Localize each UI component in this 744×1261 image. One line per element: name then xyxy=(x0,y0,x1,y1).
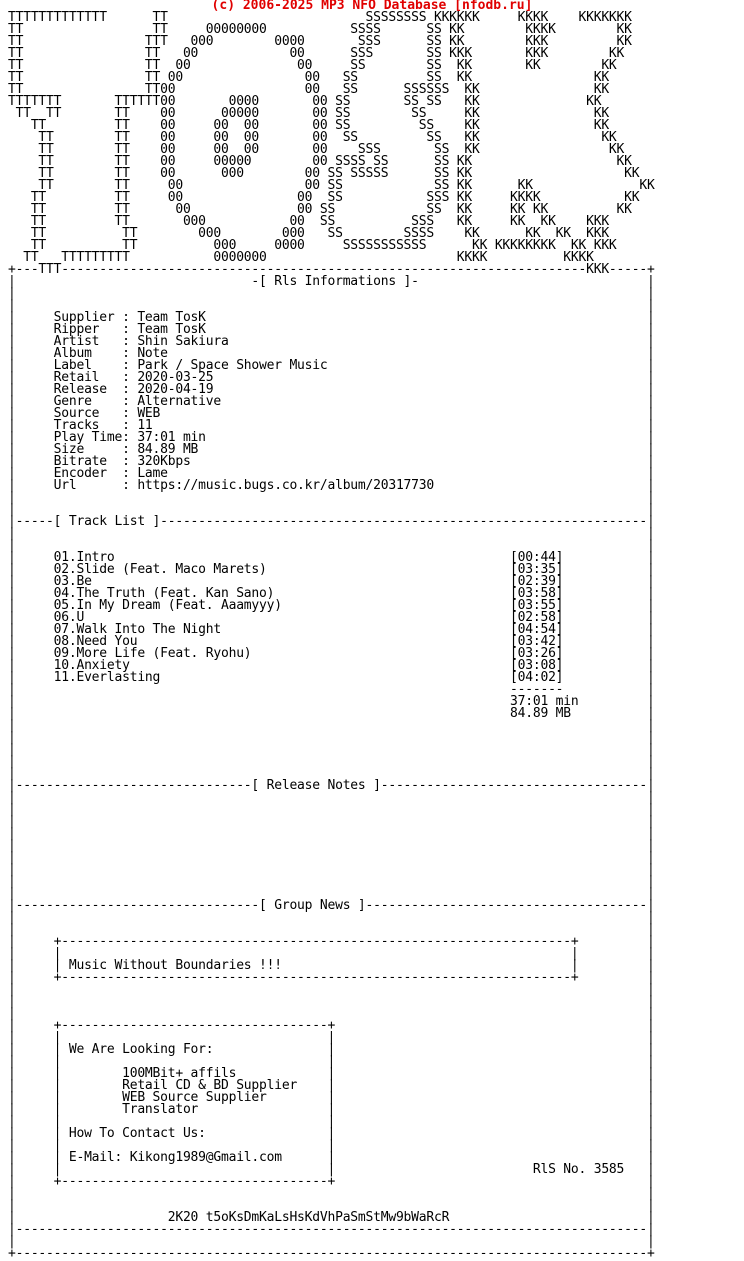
nfo-line: | 09.More Life (Feat. Ryohu) [03:26] | xyxy=(8,646,655,661)
nfo-line: | | xyxy=(8,1006,655,1021)
nfo-line: | Source : WEB | xyxy=(8,406,655,421)
nfo-line: | | xyxy=(8,526,655,541)
nfo-line: | | xyxy=(8,910,655,925)
nfo-line: | | xyxy=(8,1186,655,1201)
nfo-line: | Size : 84.89 MB | xyxy=(8,442,655,457)
nfo-line: | | xyxy=(8,718,655,733)
nfo-line: | | xyxy=(8,994,655,1009)
nfo-line: | -[ Rls Informations ]- | xyxy=(8,274,655,289)
nfo-line: TT TT 00 00 00 00 SS SS KK KK xyxy=(8,130,617,145)
nfo-line: TT TT 00 00 SSS SS KKK KKK KK xyxy=(8,46,625,61)
nfo-line: | 11.Everlasting [04:02] | xyxy=(8,670,655,685)
nfo-line: | 06.U [02:58] | xyxy=(8,610,655,625)
nfo-line: | | E-Mail: Kikong1989@Gmail.com | | xyxy=(8,1150,655,1165)
nfo-line: | Label : Park / Space Shower Music | xyxy=(8,358,655,373)
nfo-line: | 84.89 MB | xyxy=(8,706,655,721)
nfo-line: TT TT00 00 SS SSSSSS KK KK xyxy=(8,82,609,97)
nfo-line: | ------- | xyxy=(8,682,655,697)
nfo-line: |-------------------------------[ Release Notes ]-----------------------------------| xyxy=(8,778,655,793)
nfo-text-block xyxy=(8,12,655,1260)
nfo-line: | +-------------------------------------------------------------------+ | xyxy=(8,970,655,985)
nfo-line: | 03.Be [02:39] | xyxy=(8,574,655,589)
nfo-line: | Supplier : Team TosK | xyxy=(8,310,655,325)
nfo-line: | Artist : Shin Sakiura | xyxy=(8,334,655,349)
nfo-line: | | xyxy=(8,802,655,817)
nfo-line: | | xyxy=(8,850,655,865)
nfo-line: | | xyxy=(8,838,655,853)
nfo-line: | | xyxy=(8,790,655,805)
nfo-line: | | xyxy=(8,1198,655,1213)
nfo-line: | 07.Walk Into The Night [04:54] | xyxy=(8,622,655,637)
nfo-line: TT TTT 000 0000 SSS SS KK KKK KK xyxy=(8,34,632,49)
nfo-line: | Album : Note | xyxy=(8,346,655,361)
nfo-line: | | We Are Looking For: | | xyxy=(8,1042,655,1057)
nfo-line: | | xyxy=(8,874,655,889)
nfo-line: | Release : 2020-04-19 | xyxy=(8,382,655,397)
nfo-line: |--------------------------------[ Group News ]-------------------------------------| xyxy=(8,898,655,913)
nfo-line: | | | RlS No. 3585 | xyxy=(8,1162,655,1177)
nfo-line: | | xyxy=(8,538,655,553)
nfo-line: | | | | xyxy=(8,1030,655,1045)
nfo-line: | 10.Anxiety [03:08] | xyxy=(8,658,655,673)
nfo-line: | Tracks : 11 | xyxy=(8,418,655,433)
nfo-line: | | xyxy=(8,298,655,313)
nfo-line: | | xyxy=(8,922,655,937)
nfo-line: | Retail : 2020-03-25 | xyxy=(8,370,655,385)
nfodb-copyright-header: (c) 2006-2025 MP3 NFO Database [nfodb.ru] xyxy=(211,0,533,13)
nfo-line: TT TT 00 00 SS SS KK KK KK xyxy=(8,178,655,193)
nfo-line: | Genre : Alternative | xyxy=(8,394,655,409)
nfo-line: | Url : https://music.bugs.co.kr/album/20317730 | xyxy=(8,478,655,493)
nfo-line: TT TT 00 00 SS SS KK KK xyxy=(8,70,609,85)
nfo-line: TT TT TT 00 00000 00 SS SS KK KK xyxy=(8,106,609,121)
nfo-line: | | WEB Source Supplier | | xyxy=(8,1090,655,1105)
nfo-line: | | xyxy=(8,814,655,829)
nfo-line: TT TT 000 0000 SSSSSSSSSSS KK KKKKKKKK KK KKK xyxy=(8,238,617,253)
nfo-line: TT TT 00 00 00 00 SS SS KK KK xyxy=(8,118,609,133)
nfo-line: | | Translator | | xyxy=(8,1102,655,1117)
nfo-line: | Play Time: 37:01 min | xyxy=(8,430,655,445)
nfo-line: TT TT 00 00 00 00 SSS SS KK KK xyxy=(8,142,625,157)
nfo-line: | | xyxy=(8,886,655,901)
nfo-line: | | xyxy=(8,502,655,517)
nfo-line: | | Music Without Boundaries !!! | | xyxy=(8,958,655,973)
nfo-line: TT TT 000 00 SS SSS KK KK KK KKK xyxy=(8,214,609,229)
nfo-line: | | | | xyxy=(8,946,655,961)
nfo-line: | | xyxy=(8,286,655,301)
nfo-line: TT TT 00 00 SS SSS KK KKKK KK xyxy=(8,190,640,205)
nfo-line: +-----------------------------------------------------------------------------------+ xyxy=(8,1246,655,1261)
nfo-line: TT TT 00 00 SS SS KK KK KK xyxy=(8,58,617,73)
nfo-line: | 01.Intro [00:44] | xyxy=(8,550,655,565)
nfo-line: | | xyxy=(8,826,655,841)
nfo-line: TTTTTTTTTTTTT TT SSSSSSSS KKKKKK KKKK KKKKKKK xyxy=(8,10,632,25)
nfo-line: | | xyxy=(8,982,655,997)
nfo-line: | | | | xyxy=(8,1138,655,1153)
nfo-line: | | | | xyxy=(8,1114,655,1129)
nfo-line: | | How To Contact Us: | | xyxy=(8,1126,655,1141)
nfo-line: | +-------------------------------------------------------------------+ | xyxy=(8,934,655,949)
nfo-line: | | xyxy=(8,862,655,877)
nfo-line: TT TTTTTTTTT 0000000 KKKK KKKK xyxy=(8,250,594,265)
nfo-line: | 08.Need You [03:42] | xyxy=(8,634,655,649)
nfo-line: TT TT 000 000 SS SSSS KK KK KK KKK xyxy=(8,226,609,241)
nfo-line: | | xyxy=(8,1234,655,1249)
nfo-line: |-----[ Track List ]----------------------------------------------------------------| xyxy=(8,514,655,529)
nfo-line: TT TT 00000000 SSSS SS KK KKKK KK xyxy=(8,22,632,37)
nfo-line: | | xyxy=(8,730,655,745)
nfo-line: TTTTTTT TTTTTT00 0000 00 SS SS SS KK KK xyxy=(8,94,602,109)
nfo-line: | | 100MBit+ affils | | xyxy=(8,1066,655,1081)
nfo-line: | | xyxy=(8,766,655,781)
nfo-line: TT TT 00 00000 00 SSSS SS SS KK KK xyxy=(8,154,632,169)
nfo-line: | 04.The Truth (Feat. Kan Sano) [03:58] | xyxy=(8,586,655,601)
nfo-line: | 02.Slide (Feat. Maco Marets) [03:35] | xyxy=(8,562,655,577)
nfo-line: | | xyxy=(8,754,655,769)
nfo-line: TT TT 00 00 SS SS KK KK KK KK xyxy=(8,202,632,217)
nfo-line: | Ripper : Team TosK | xyxy=(8,322,655,337)
nfo-line: | 37:01 min | xyxy=(8,694,655,709)
nfo-line: | 05.In My Dream (Feat. Aaamyyy) [03:55] | xyxy=(8,598,655,613)
nfo-line: | | xyxy=(8,742,655,757)
nfo-line: +---TTT---------------------------------------------------------------------KKK-----+ xyxy=(8,262,655,277)
nfo-line: |-----------------------------------------------------------------------------------| xyxy=(8,1222,655,1237)
nfo-line: | | Retail CD & BD Supplier | | xyxy=(8,1078,655,1093)
nfo-line: | | xyxy=(8,490,655,505)
nfo-line: | Encoder : Lame | xyxy=(8,466,655,481)
nfo-line: | Bitrate : 320Kbps | xyxy=(8,454,655,469)
nfo-line: | 2K20 t5oKsDmKaLsHsKdVhPaSmStMw9bWaRcR | xyxy=(8,1210,655,1225)
nfo-line: | +-----------------------------------+ | xyxy=(8,1174,655,1189)
nfo-line: TT TT 00 000 00 SS SSSSS SS KK KK xyxy=(8,166,640,181)
nfo-line: | +-----------------------------------+ | xyxy=(8,1018,655,1033)
nfo-line: | | | | xyxy=(8,1054,655,1069)
